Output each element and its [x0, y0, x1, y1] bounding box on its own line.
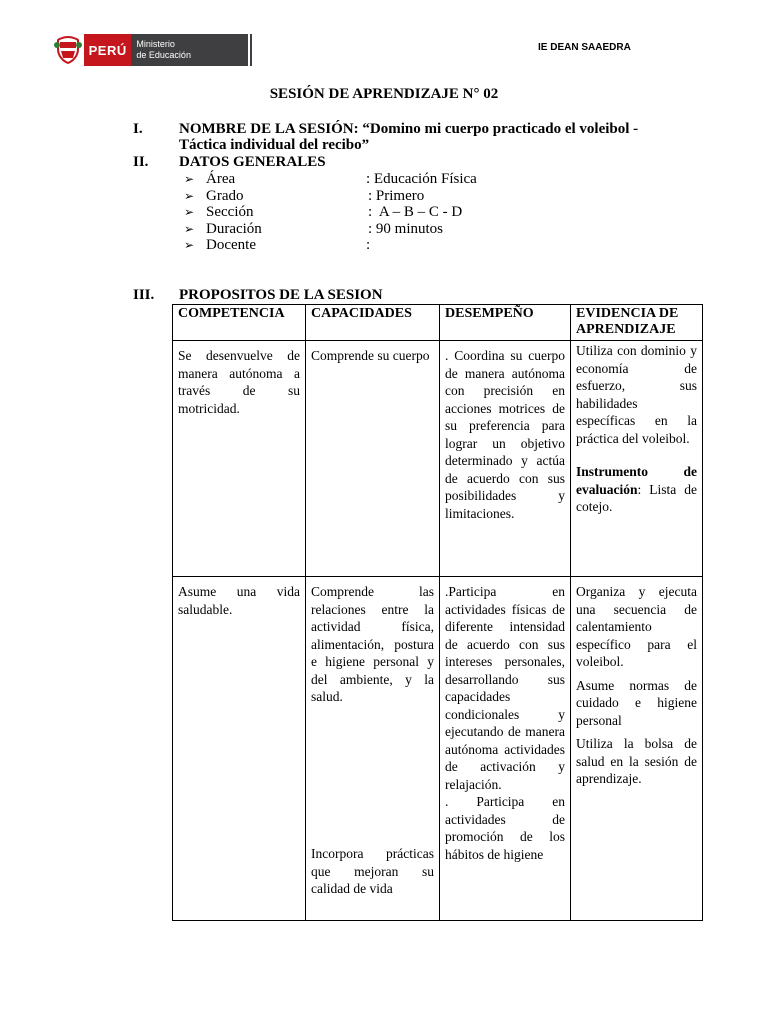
desempeno-text-2: . Participa en actividades de promoción de los hábitos de higiene [445, 794, 565, 862]
arrow-bullet-icon: ➢ [184, 221, 195, 236]
desempeno-cell [440, 577, 571, 921]
header-evidencia: EVIDENCIA DE APRENDIZAJE [571, 305, 703, 341]
datos-generales-list [184, 171, 504, 254]
section-3-title: PROPOSITOS DE LA SESION [179, 287, 383, 303]
capacidad-cell [306, 577, 440, 921]
instrumento-label: Instrumento de evaluación [576, 464, 697, 497]
capacidad-text-1: Comprende las relaciones entre la actividad física, alimentación, postura e higiene personal y del ambiente, y la salud. [311, 584, 434, 704]
table-row [173, 577, 703, 921]
item-value: : A – B – C - D [368, 204, 463, 220]
evidencia-cell [571, 577, 703, 921]
header-desempeno: DESEMPEÑO [440, 305, 571, 341]
page-title: SESIÓN DE APRENDIZAJE N° 02 [269, 86, 499, 102]
purposes-table [172, 304, 703, 921]
section-2-number: II. [133, 154, 149, 170]
coat-of-arms-icon [52, 34, 84, 66]
section-1-title-line1: NOMBRE DE LA SESIÓN: “Domino mi cuerpo practicado el voleibol - [179, 121, 639, 137]
desempeno-text-1: .Participa en actividades físicas de diferente intensidad de acuerdo con sus intereses personales, desarrollando sus capacidades condicionales y ejecutando de manera autónoma actividades de activación y relajación. [445, 584, 565, 792]
logo-country: PERÚ [84, 34, 131, 66]
item-key: Duración [206, 220, 262, 237]
instrumento-value: : Lista de cotejo. [576, 481, 697, 514]
item-value: : Educación Física [366, 171, 477, 187]
item-key: Sección [206, 204, 254, 220]
header-capacidades: CAPACIDADES [306, 305, 440, 341]
item-key: Grado [206, 187, 244, 204]
desempeno-cell: . Coordina su cuerpo de manera autónoma con precisión en acciones motrices de su preferencia para lograr un objetivo determinado y actúa de acuerdo con sus posibilidades y limitaciones. [440, 341, 571, 577]
arrow-bullet-icon: ➢ [184, 238, 195, 252]
logo-divider [250, 34, 252, 66]
competencia-cell: Asume una vida saludable. [173, 577, 306, 921]
section-2-title: DATOS GENERALES [179, 154, 326, 170]
evidencia-text: Utiliza con dominio y economía de esfuerzo, sus habilidades específicas en la práctica del voleibol. [576, 343, 697, 446]
ministry-logo [52, 34, 252, 66]
section-1-title-line2: Táctica individual del recibo” [179, 137, 370, 153]
logo-ministry-line2: de Educación [136, 50, 191, 60]
header-competencia: COMPETENCIA [173, 305, 306, 341]
competencia-cell: Se desenvuelve de manera autónoma a través de su motricidad. [173, 341, 306, 577]
list-item [184, 171, 504, 188]
capacidad-text-2: Incorpora prácticas que mejoran su calidad de vida [311, 846, 434, 896]
evidencia-text-2: Asume normas de cuidado e higiene personal [576, 677, 697, 728]
arrow-bullet-icon: ➢ [184, 172, 195, 186]
arrow-bullet-icon: ➢ [184, 205, 195, 219]
item-value: : [366, 237, 371, 253]
item-key: Docente [206, 237, 256, 253]
school-name: IE DEAN SAAEDRA [538, 42, 631, 53]
item-key: Área [206, 171, 236, 187]
section-3-number: III. [133, 287, 155, 303]
list-item [184, 204, 504, 221]
item-value: : Primero [368, 187, 425, 204]
arrow-bullet-icon: ➢ [184, 188, 195, 203]
logo-ministry [131, 34, 248, 66]
evidencia-cell [571, 341, 703, 577]
list-item [184, 221, 504, 238]
evidencia-text-1: Organiza y ejecuta una secuencia de calentamiento específico para el voleibol. [576, 584, 697, 669]
table-header-row [173, 305, 703, 341]
instrumento-text [576, 463, 697, 516]
evidencia-text-3: Utiliza la bolsa de salud en la sesión de aprendizaje. [576, 736, 697, 786]
item-value: : 90 minutos [368, 220, 444, 237]
table-row [173, 341, 703, 577]
list-item [184, 188, 504, 205]
capacidad-cell: Comprende su cuerpo [306, 341, 440, 577]
section-1-title [179, 121, 699, 153]
logo-ministry-line1: Ministerio [136, 39, 175, 49]
section-1-number: I. [133, 121, 143, 137]
list-item [184, 237, 504, 254]
